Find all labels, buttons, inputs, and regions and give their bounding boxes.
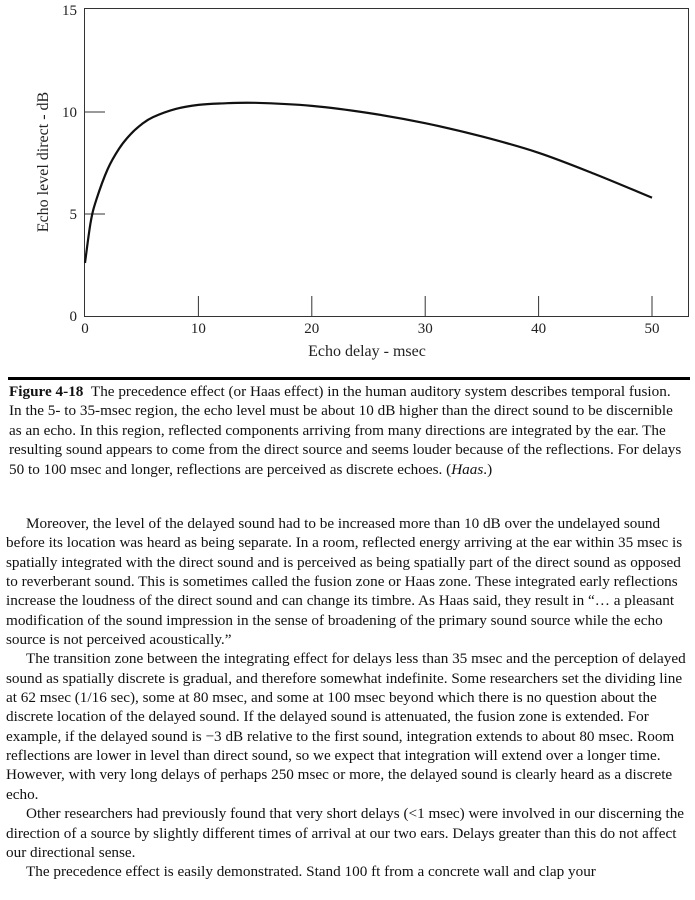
echo-level-chart [0,0,695,370]
echo-level-curve [85,103,652,263]
plot-frame [85,9,689,317]
x-tick-label: 10 [190,321,206,337]
y-tick-label: 0 [69,309,77,325]
x-axis-label: Echo delay - msec [308,343,426,360]
paragraph: Other researchers had previously found that very short delays (<1 msec) were involved in our discerning the direction of a source by slightly different times of arrival at our two ears. Delays greater than this do not affect our directional sense. [6,805,685,861]
x-tick-label: 50 [644,321,660,337]
figure-caption: Figure 4-18 The precedence effect (or Haas effect) in the human auditory system describes temporal fusion. In the 5- to 35-msec region, the echo level must be about 10 dB higher than the direct sound to be discernible as an echo. In this region, reflected components arriving from many directions are integrated by the ear. The resulting sound appears to come from the direct source and seems louder because of the reflections. For delays 50 to 100 msec and longer, reflections are perceived as discrete echoes. (Haas.) [9,383,682,478]
x-tick-label: 40 [531,321,547,337]
caption-rule [8,377,690,380]
y-tick-label: 5 [69,207,77,223]
body-text [6,514,690,882]
x-tick-label: 30 [417,321,433,337]
x-tick-label: 20 [304,321,320,337]
paragraph: Moreover, the level of the delayed sound had to be increased more than 10 dB over the undelayed sound before its location was heard as being separate. In a room, reflected energy arriving at the ear within 35 msec is spatially integrated with the direct sound and is perceived as being spatially part of the direct sound as opposed to reverberant sound. This is sometimes called the fusion zone or Haas zone. These integrated early reflections increase the loudness of the direct sound and can change its timbre. As Haas said, they result in “… a pleasant modification of the sound impression in the sense of broadening of the primary sound source while the echo source is not perceived acoustically.” [6,515,683,649]
x-tick-label: 0 [81,321,89,337]
y-tick-label: 15 [62,3,77,19]
caption-source: Haas [451,460,484,478]
y-axis-label: Echo level direct - dB [35,91,52,233]
paragraph: The transition zone between the integrating effect for delays less than 35 msec and the perception of delayed sound as spatially discrete is gradual, and therefore somewhat indefinite. Some researchers set the dividing line at 62 msec (1/16 sec), some at 80 msec, and some at 100 msec beyond which there is no question about the discrete location of the delayed sound. If the delayed sound is attenuated, the fusion zone is extended. For example, if the delayed sound is −3 dB relative to the first sound, integration extends to about 80 msec. Room reflections are lower in level than direct sound, so we expect that integration will extend over a longer time. However, with very long delays of perhaps 250 msec or more, the delayed sound is clearly heard as a discrete echo. [6,650,686,803]
y-axis-ticks [62,3,105,325]
figure-label: Figure 4-18 [9,383,84,400]
y-tick-label: 10 [62,105,77,121]
paragraph: The precedence effect is easily demonstrated. Stand 100 ft from a concrete wall and clap your [26,863,596,881]
caption-text: The precedence effect (or Haas effect) in the human auditory system describes temporal fusion. In the 5- to 35-msec region, the echo level must be about 10 dB higher than the direct sound to be discernible as an echo. In this region, reflected components arriving from many directions are integrated by the ear. The resulting sound appears to come from the direct source and seems louder because of the reflections. For delays 50 to 100 msec and longer, reflections are perceived as discrete echoes. [9,383,682,478]
